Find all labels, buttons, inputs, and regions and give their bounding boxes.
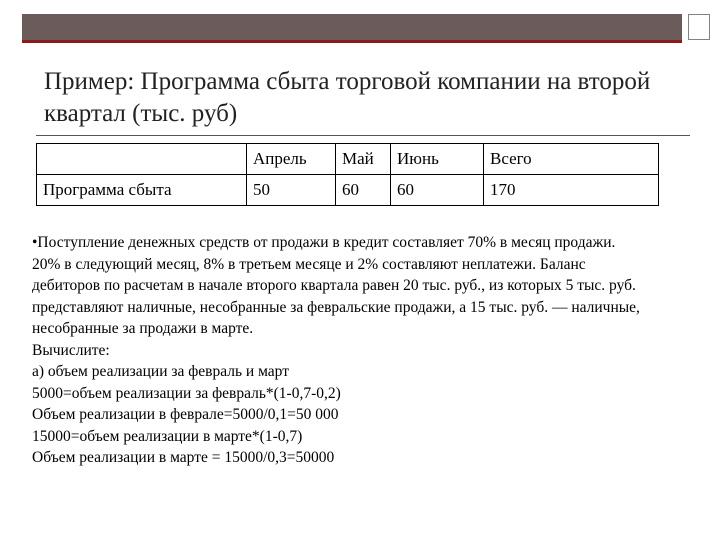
body-line: Объем реализации в феврале=5000/0,1=50 000 [32, 406, 339, 423]
table-cell: 60 [391, 175, 484, 206]
body-line: 5000=объем реализации за февраль*(1-0,7-0,2) [32, 384, 341, 402]
body-line: а) объем реализации за февраль и март [32, 363, 290, 380]
table-cell: Программа сбыта [37, 175, 247, 206]
body-line: 15000=объем реализации в марте*(1-0,7) [32, 427, 303, 445]
body-paragraph: •Поступление денежных средств от продажи в кредит составляет 70% в месяц продажи. 20% в следующий месяц, 8% в третьем месяце и 2% составляют неплатежи. Баланс дебиторов по расчетам в начале второго квартала равен 20 тыс. руб., из которых 5 тыс. руб. представляют наличные, несобранные за февральские продажи, а 15 тыс. руб. — наличные, несобранные за продажи в марте. [32, 234, 640, 337]
table-header-row [37, 144, 659, 175]
table-header-cell: Всего [484, 144, 659, 175]
slide-title: Пример: Программа сбыта торговой компании на второй квартал (тыс. руб) [44, 68, 651, 127]
body-line: Вычислите: [32, 341, 110, 359]
table-cell: 170 [484, 175, 659, 206]
header-underline [22, 40, 682, 43]
table-header-cell [37, 144, 247, 175]
table-cell: 60 [336, 175, 391, 206]
corner-box [688, 14, 710, 40]
body-line: Объем реализации в марте = 15000/0,3=50000 [32, 449, 335, 466]
header-bar [22, 14, 682, 40]
sales-table [36, 143, 659, 206]
table-header-cell: Июнь [391, 144, 484, 175]
table-row [37, 175, 659, 206]
table-header-cell: Май [336, 144, 391, 175]
table-cell: 50 [247, 175, 336, 206]
body-text [32, 232, 642, 469]
title-divider [36, 135, 690, 136]
table-header-cell: Апрель [247, 144, 336, 175]
